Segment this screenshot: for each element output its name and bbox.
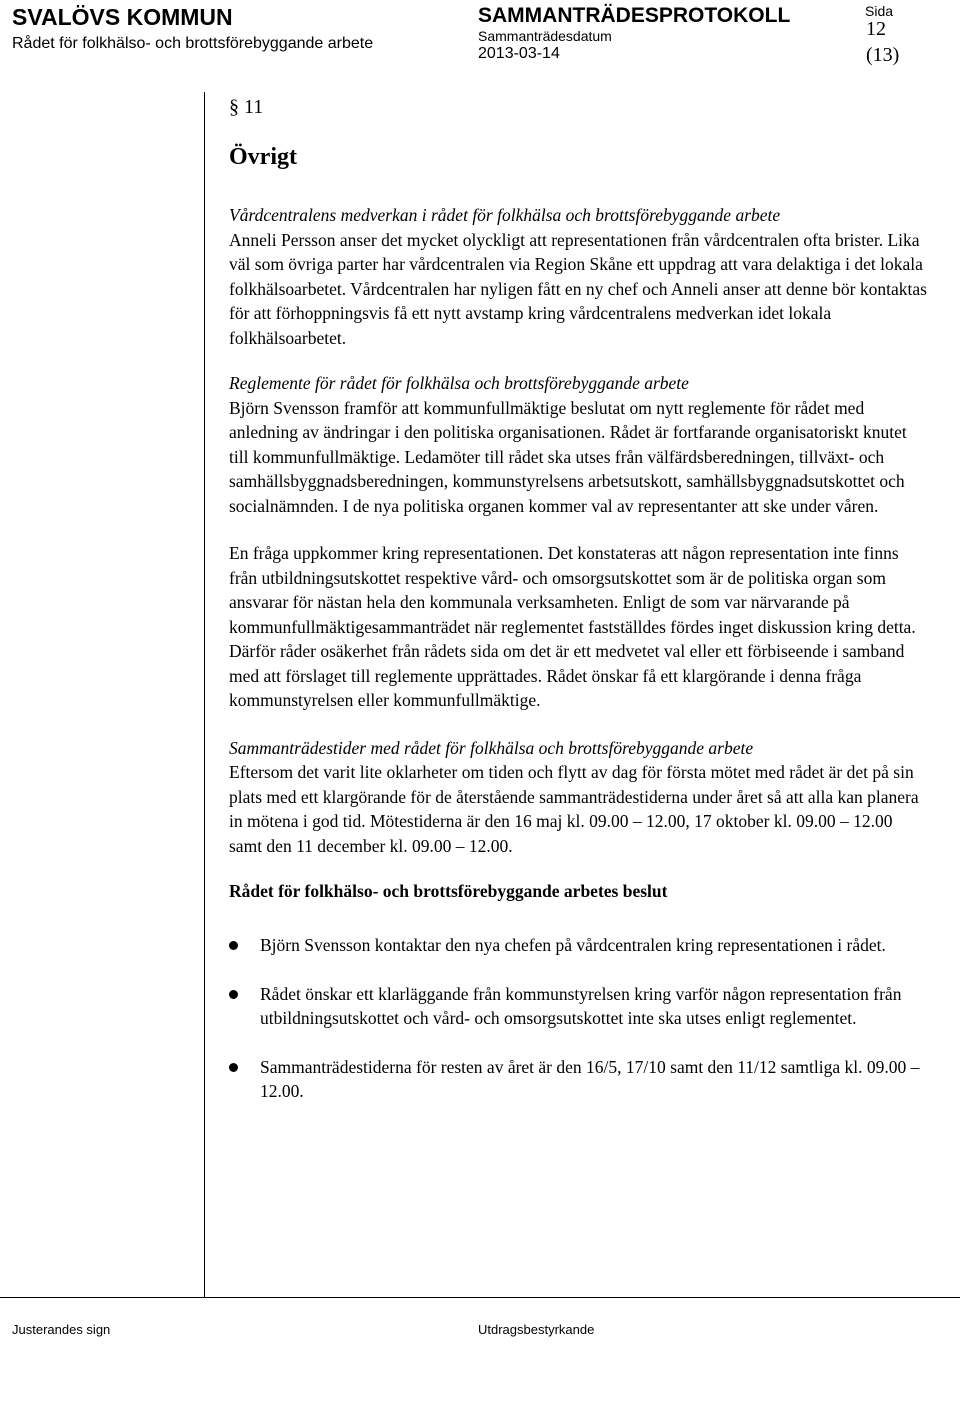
decision-item [229,1055,929,1104]
topic-title: Reglemente för rådet för folkhälsa och brottsförebyggande arbete [229,373,689,393]
topic-block [229,203,929,350]
margin-rule [204,92,205,1297]
decision-list [229,933,929,1104]
board-name: Rådet för folkhälso- och brottsförebyggande arbete [12,35,374,52]
topic-block [229,541,929,713]
extract-certification-label: Utdragsbestyrkande [478,1322,595,1337]
page-label: Sida [865,3,894,19]
topic-body: Björn Svensson framför att kommunfullmäktige beslutat om nytt reglemente för rådet med anledning av ändringar i den politiska organisationen. Rådet är fortfarande organisatoriskt knutet till kommunfullmäktige. Ledamöter till rådet ska utses från välfärdsberedningen, tillväxt- och samhällsbyggnadsberedningen, kommunstyrelsens arbetsutskott, samhällsbyggnadsutskottet och socialnämnden. I de nya politiska organen kommer val av representanter att ske under våren. [229,397,907,516]
decision-item-text: Rådet önskar ett klarläggande från kommunstyrelsen kring varför någon representation från utbildningsutskottet och vård- och omsorgsutskottet inte ska utses enligt reglementet. [260,983,902,1028]
bullet-icon [229,990,238,999]
decision-item-text: Sammanträdestiderna för resten av året är den 16/5, 17/10 samt den 11/12 samtliga kl. 09.00 – 12.00. [260,1056,920,1101]
decision-item [229,933,929,958]
paragraph-number: § 11 [229,96,264,118]
page-number: 12 [866,18,886,40]
protocol-body [229,92,929,1128]
decision-item [229,982,929,1031]
topic-title: Vårdcentralens medverkan i rådet för folkhälsa och brottsförebyggande arbete [229,205,781,225]
topic-body: En fråga uppkommer kring representationen. Det konstateras att någon representation inte finns från utbildningsutskottet respektive vård- och omsorgsutskottet som är de politiska organ som ansvarar för nästan hela den kommunala verksamheten. Enligt de som var närvarande på kommunfullmäktigesammanträdet när reglementet fastställdes fördes inget diskussion kring detta. Därför råder osäkerhet från rådets sida om det är ett medvetet val eller ett förbiseende i samband med att förslaget till reglemente upprättades. Rådet önskar få ett klargörande i denna fråga kommunstyrelsen eller kommunfullmäktige. [229,543,916,710]
topic-block [229,736,929,859]
document-type: SAMMANTRÄDESPROTOKOLL [478,4,791,27]
section-heading: Övrigt [229,144,297,170]
topic-title: Sammanträdestider med rådet för folkhälsa och brottsförebyggande arbete [229,737,754,758]
organization-name: SVALÖVS KOMMUN [12,4,233,30]
decision-item-text: Björn Svensson kontaktar den nya chefen på vårdcentralen kring representationen i rådet. [260,935,886,955]
footer-rule [0,1297,960,1298]
meeting-date-label: Sammanträdesdatum [478,28,612,44]
meeting-date: 2013-03-14 [478,45,560,62]
adjuster-signature-label: Justerandes sign [12,1322,111,1337]
topic-block [229,371,929,518]
topic-body: Eftersom det varit lite oklarheter om tiden och flytt av dag för första mötet med rådet är det på sin plats med ett klargörande för de återstående sammanträdestiderna under året så att alla kan planera in mötena i god tid. Mötestiderna är den 16 maj kl. 09.00 – 12.00, 17 oktober kl. 09.00 – 12.00 samt den 11 december kl. 09.00 – 12.00. [229,762,919,856]
decision-heading: Rådet för folkhälso- och brottsförebyggande arbetes beslut [229,881,668,901]
bullet-icon [229,941,238,950]
topic-body: Anneli Persson anser det mycket olyckligt att representationen från vårdcentralen ofta brister. Lika väl som övriga parter har vårdcentralen via Region Skåne ett uppdrag att vara delaktiga i det lokala folkhälsoarbetet. Vårdcentralen har nyligen fått en ny chef och Anneli anser att denne bör kontaktas för att förhoppningsvis få ett nytt avstamp kring vårdcentralens medverkan idet lokala folkhälsoarbetet. [229,229,927,348]
page-total: (13) [866,44,900,66]
bullet-icon [229,1063,238,1072]
